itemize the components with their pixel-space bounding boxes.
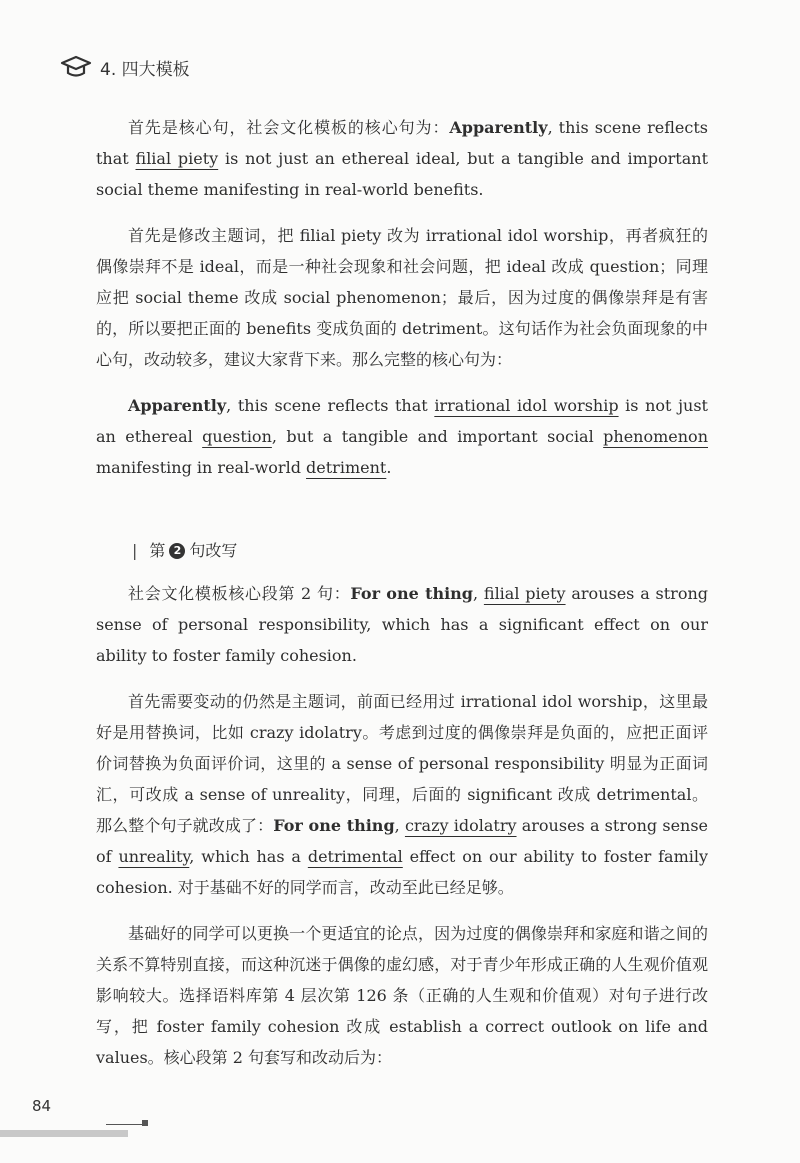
page-number: 84 <box>32 1097 52 1115</box>
footer-marker <box>142 1120 148 1126</box>
page-body <box>96 112 708 1088</box>
paragraph-explanation: 首先是修改主题词，把 filial piety 改为 irrational idol worship，再者疯狂的偶像崇拜不是 ideal，而是一种社会现象和社会问题，把 ideal 改成 question；同理应把 social theme 改成 social phenomenon；最后，因为过度的偶像崇拜是有害的，所以要把正面的 benefits 变成负面的 detriment。这句话作为社会负面现象的中心句，改动较多，建议大家背下来。那么完整的核心句为： <box>96 226 708 369</box>
paragraph-advanced: 基础好的同学可以更换一个更适宜的论点，因为过度的偶像崇拜和家庭和谐之间的关系不算特别直接，而这种沉迷于偶像的虚幻感，对于青少年形成正确的人生观价值观影响较大。选择语料库第 4 层次第 126 条（正确的人生观和价值观）对句子进行改写，把 foster family cohesion 改成 establish a correct outlook on life and values。核心段第 2 句套写和改动后为： <box>96 924 708 1067</box>
footer-rule <box>106 1124 142 1125</box>
running-header <box>60 54 190 80</box>
paragraph-core-sentence: 首先是核心句，社会文化模板的核心句为：Apparently, this scene reflects that filial piety is not just an ethereal ideal, but a tangible and important social theme manifesting in real-world benefits. <box>96 118 709 199</box>
number-badge: 2 <box>169 543 185 559</box>
section-title: 4. 四大模板 <box>100 59 190 80</box>
paragraph-rewrite-steps: 首先需要变动的仍然是主题词，前面已经用过 irrational idol worship，这里最好是用替换词，比如 crazy idolatry。考虑到过度的偶像崇拜是负面的，应把正面评价词替换为负面评价词，这里的 a sense of personal responsibility 明显为正面词汇，可改成 a sense of unreality，同理，后面的 significant 改成 detrimental。那么整个句子就改成了：For one thing, crazy idolatry arouses a strong sense of unreality, which has a detrimental effect on our ability to foster family cohesion. 对于基础不好的同学而言，改动至此已经足够。 <box>96 692 709 897</box>
footer-bar <box>0 1130 128 1137</box>
graduation-cap-icon <box>60 54 92 80</box>
paragraph-rewritten-core: Apparently, this scene reflects that irrational idol worship is not just an ethereal question, but a tangible and important social phenomenon manifesting in real-world detriment. <box>96 396 708 477</box>
paragraph-sentence-two: 社会文化模板核心段第 2 句：For one thing, filial piety arouses a strong sense of personal responsibility, which has a significant effect on our ability to foster family cohesion. <box>96 584 708 665</box>
subsection-heading: | 第 2 句改写 <box>132 541 238 560</box>
